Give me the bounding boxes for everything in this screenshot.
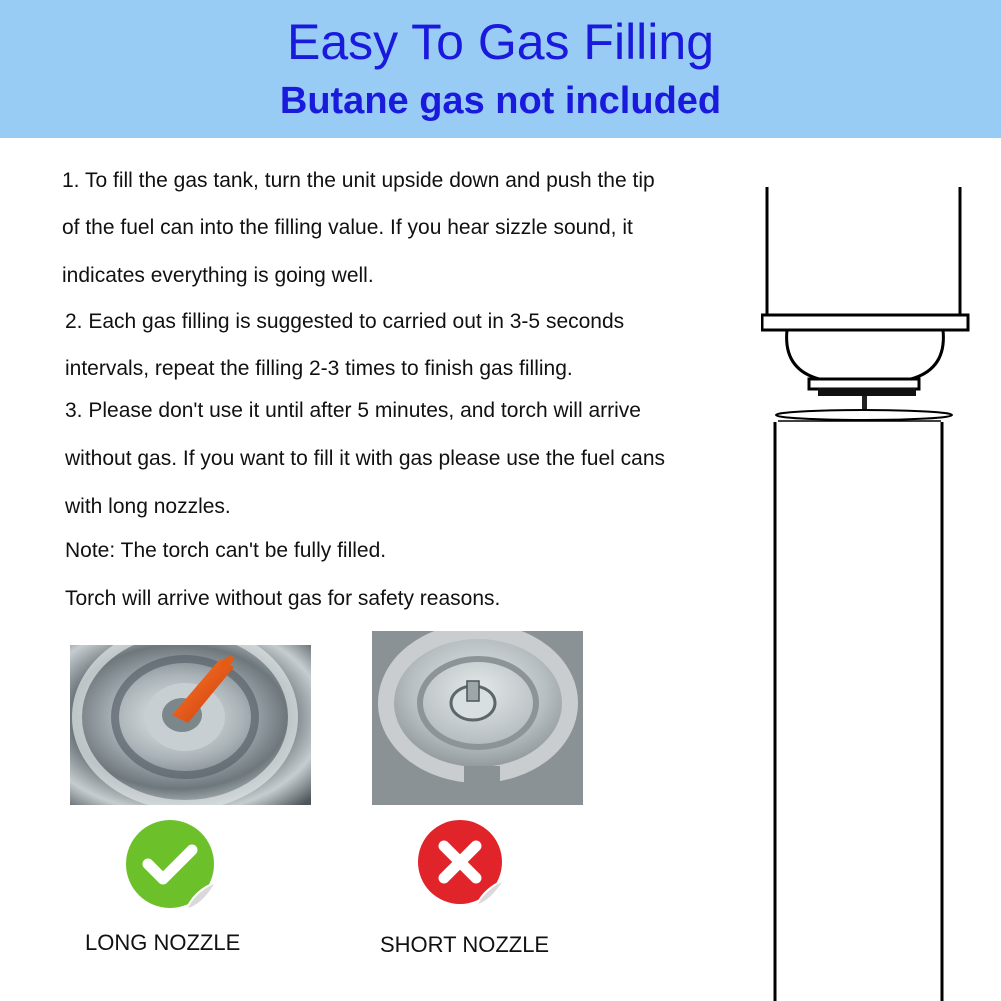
- note-line-1: Note: The torch can't be fully filled.: [65, 539, 387, 562]
- step-2-line-1: 2. Each gas filling is suggested to carried out in 3-5 seconds: [65, 310, 625, 333]
- step-3-line-2: without gas. If you want to fill it with gas please use the fuel cans: [65, 447, 665, 470]
- long-nozzle-label: LONG NOZZLE: [85, 930, 241, 955]
- short-nozzle-label: SHORT NOZZLE: [380, 932, 550, 957]
- header-banner: [0, 0, 1001, 138]
- torch-filling-diagram: [761, 181, 1001, 1001]
- check-icon: [124, 818, 220, 914]
- step-1-line-2: of the fuel can into the filling value. If you hear sizzle sound, it: [62, 216, 633, 239]
- page-subtitle: Butane gas not included: [279, 80, 722, 122]
- step-1-line-1: 1. To fill the gas tank, turn the unit upside down and push the tip: [62, 169, 655, 192]
- long-nozzle-photo: [70, 645, 311, 805]
- note-line-2: Torch will arrive without gas for safety reasons.: [65, 587, 501, 610]
- step-2-line-2: intervals, repeat the filling 2-3 times to finish gas filling.: [65, 357, 573, 380]
- page-title: Easy To Gas Filling: [286, 14, 715, 70]
- cross-icon: [416, 818, 508, 910]
- step-1-line-3: indicates everything is going well.: [62, 264, 374, 287]
- step-3-line-3: with long nozzles.: [65, 495, 231, 518]
- step-3-line-1: 3. Please don't use it until after 5 minutes, and torch will arrive: [65, 399, 641, 422]
- short-nozzle-photo: [372, 631, 583, 805]
